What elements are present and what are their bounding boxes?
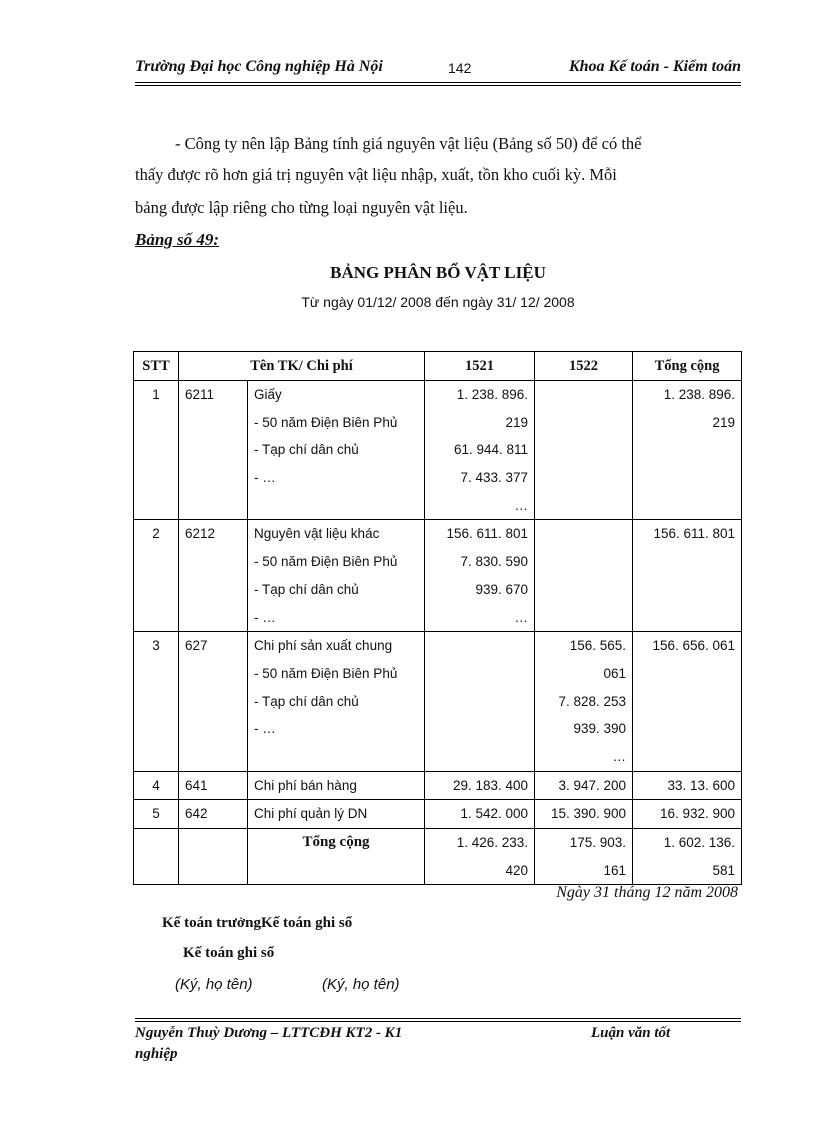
row-account-code-text: 6212 bbox=[185, 526, 216, 542]
row-account-code-text: 6211 bbox=[185, 387, 215, 402]
table-row bbox=[134, 632, 742, 771]
row-account-name-line: - 50 năm Điện Biên Phủ bbox=[254, 665, 398, 681]
row-account-code-text: 627 bbox=[185, 638, 208, 654]
total-1522-line: 161 bbox=[603, 862, 627, 878]
row-total-line: 156. 611. 801 bbox=[653, 526, 736, 542]
allocation-table bbox=[133, 351, 742, 885]
row-stt bbox=[134, 800, 179, 829]
row-1521-line: 1. 542. 000 bbox=[460, 806, 529, 822]
row-stt-text: 1 bbox=[152, 387, 160, 402]
header-faculty: Khoa Kế toán - Kiểm toán bbox=[568, 58, 741, 75]
table-total-row bbox=[134, 829, 742, 885]
table-header-row bbox=[134, 352, 742, 381]
row-total-line: 156. 656. 061 bbox=[652, 638, 736, 654]
row-1521-line: 156. 611. 801 bbox=[446, 526, 529, 542]
row-1522 bbox=[535, 381, 633, 520]
row-1521-line: 939. 670 bbox=[475, 581, 529, 597]
row-1521-line: 7. 433. 377 bbox=[460, 470, 529, 486]
row-1521 bbox=[425, 632, 535, 771]
table-label: Bảng số 49: bbox=[135, 230, 220, 249]
row-1521-line: 219 bbox=[505, 414, 529, 430]
row-stt bbox=[134, 632, 179, 771]
row-1522 bbox=[535, 520, 633, 632]
row-account-name-line: - 50 năm Điện Biên Phủ bbox=[254, 414, 398, 430]
footer-rule-thin bbox=[135, 1018, 741, 1019]
row-total bbox=[633, 632, 742, 771]
table-title: BẢNG PHÂN BỔ VẬT LIỆU bbox=[330, 263, 546, 282]
signature-title-1: Kế toán trưởngKế toán ghi sổ bbox=[162, 915, 353, 931]
total-1521-line: 420 bbox=[505, 862, 529, 878]
row-total bbox=[633, 381, 742, 520]
date-line: Ngày 31 tháng 12 năm 2008 bbox=[556, 884, 738, 901]
total-grand-line: 1. 602. 136. bbox=[663, 835, 736, 850]
row-account-name-line: - … bbox=[254, 470, 276, 486]
row-1521-line: … bbox=[514, 497, 529, 513]
row-1521-line: 1. 238. 896. bbox=[456, 387, 529, 402]
row-1522 bbox=[535, 632, 633, 771]
row-total bbox=[633, 800, 742, 829]
row-stt bbox=[134, 520, 179, 632]
total-empty-stt bbox=[134, 829, 179, 885]
row-account-name-line: - … bbox=[254, 721, 276, 737]
row-account-code bbox=[179, 771, 248, 800]
header-rule bbox=[135, 82, 741, 83]
row-account-name-line: Nguyên vật liệu khác bbox=[254, 526, 380, 542]
signature-note-right: (Ký, họ tên) bbox=[322, 976, 400, 993]
paragraph-line-2: thấy được rõ hơn giá trị nguyên vật liệu nhập, xuất, tồn kho cuối kỳ. Mỗi bbox=[135, 165, 617, 184]
header-rule-thin bbox=[135, 85, 741, 86]
header-1522: 1522 bbox=[535, 352, 633, 381]
total-empty-code bbox=[179, 829, 248, 885]
table-row bbox=[134, 800, 742, 829]
row-1521-line: 7. 830. 590 bbox=[460, 554, 529, 570]
table-row bbox=[134, 520, 742, 632]
row-1522-line: 3. 947. 200 bbox=[558, 777, 627, 793]
total-label-cell bbox=[248, 829, 425, 885]
row-account-code-text: 641 bbox=[185, 777, 208, 793]
row-1521-line: … bbox=[514, 609, 529, 625]
total-grand bbox=[633, 829, 742, 885]
header-stt: STT bbox=[134, 352, 179, 381]
row-stt bbox=[134, 771, 179, 800]
row-total bbox=[633, 520, 742, 632]
row-stt-text: 4 bbox=[152, 777, 160, 793]
table-row bbox=[134, 771, 742, 800]
row-total-line: 219 bbox=[712, 414, 736, 430]
row-account-name-line: - Tạp chí dân chủ bbox=[254, 693, 359, 709]
table-subtitle: Từ ngày 01/12/ 2008 đến ngày 31/ 12/ 2008 bbox=[301, 294, 575, 310]
header-account: Tên TK/ Chi phí bbox=[179, 352, 425, 381]
paragraph-line-3: bảng được lập riêng cho từng loại nguyên vật liệu. bbox=[135, 198, 468, 217]
signature-note-left: (Ký, họ tên) bbox=[175, 976, 253, 993]
row-stt-text: 5 bbox=[152, 806, 160, 822]
row-account-name-line: Giấy bbox=[254, 387, 282, 402]
row-account-name-line: Chi phí bán hàng bbox=[254, 777, 357, 793]
header-school: Trường Đại học Công nghiệp Hà Nội bbox=[135, 58, 383, 75]
row-stt-text: 3 bbox=[152, 638, 160, 654]
row-1522-line: 939. 390 bbox=[573, 721, 627, 737]
row-account-name bbox=[248, 381, 425, 520]
row-account-code bbox=[179, 800, 248, 829]
row-1521-line: 29. 183. 400 bbox=[452, 777, 529, 793]
page-number: 142 bbox=[448, 60, 472, 76]
row-account-code bbox=[179, 520, 248, 632]
header-total: Tổng cộng bbox=[633, 352, 742, 381]
row-1522-line: 15. 390. 900 bbox=[550, 806, 627, 822]
total-label: Tổng cộng bbox=[302, 834, 370, 850]
row-1522-line: … bbox=[612, 748, 627, 764]
row-total-line: 33. 13. 600 bbox=[667, 777, 736, 793]
footer-continuation: nghiệp bbox=[135, 1046, 178, 1062]
row-1522-line: 7. 828. 253 bbox=[558, 693, 627, 709]
row-account-name bbox=[248, 771, 425, 800]
total-grand-line: 581 bbox=[712, 862, 736, 878]
total-1522 bbox=[535, 829, 633, 885]
row-1521 bbox=[425, 520, 535, 632]
row-account-name bbox=[248, 632, 425, 771]
row-account-name-line: - … bbox=[254, 609, 276, 625]
row-stt-text: 2 bbox=[152, 526, 160, 542]
footer-rule bbox=[135, 1021, 741, 1022]
row-1521 bbox=[425, 381, 535, 520]
row-1522-line: 061 bbox=[603, 665, 627, 681]
header-1521: 1521 bbox=[425, 352, 535, 381]
row-total bbox=[633, 771, 742, 800]
row-total-line: 16. 932. 900 bbox=[659, 806, 736, 822]
total-1521 bbox=[425, 829, 535, 885]
row-account-name bbox=[248, 800, 425, 829]
row-1521 bbox=[425, 771, 535, 800]
row-account-name-line: Chi phí quản lý DN bbox=[254, 806, 368, 822]
paragraph-line-1: - Công ty nên lập Bảng tính giá nguyên vật liệu (Bảng số 50) để có thể bbox=[175, 134, 642, 153]
table-row bbox=[134, 381, 742, 520]
row-1521 bbox=[425, 800, 535, 829]
row-total-line: 1. 238. 896. bbox=[663, 387, 736, 402]
row-account-name bbox=[248, 520, 425, 632]
row-1522-line: 156. 565. bbox=[569, 638, 627, 654]
row-1521-line: 61. 944. 811 bbox=[453, 442, 529, 458]
row-account-name-line: - Tạp chí dân chủ bbox=[254, 581, 359, 597]
row-account-code bbox=[179, 381, 248, 520]
row-account-name-line: - Tạp chí dân chủ bbox=[254, 442, 359, 458]
row-1522 bbox=[535, 800, 633, 829]
total-1521-line: 1. 426. 233. bbox=[456, 835, 529, 850]
row-stt bbox=[134, 381, 179, 520]
signature-title-2: Kế toán ghi sổ bbox=[183, 945, 275, 961]
row-account-code-text: 642 bbox=[185, 806, 208, 822]
row-account-name-line: Chi phí sản xuất chung bbox=[254, 638, 393, 654]
total-1522-line: 175. 903. bbox=[569, 835, 627, 850]
row-1522 bbox=[535, 771, 633, 800]
row-account-name-line: - 50 năm Điện Biên Phủ bbox=[254, 554, 398, 570]
footer-author: Nguyễn Thuỳ Dương – LTTCĐH KT2 - K1 bbox=[135, 1025, 403, 1041]
footer-thesis: Luận văn tốt bbox=[591, 1025, 671, 1041]
row-account-code bbox=[179, 632, 248, 771]
